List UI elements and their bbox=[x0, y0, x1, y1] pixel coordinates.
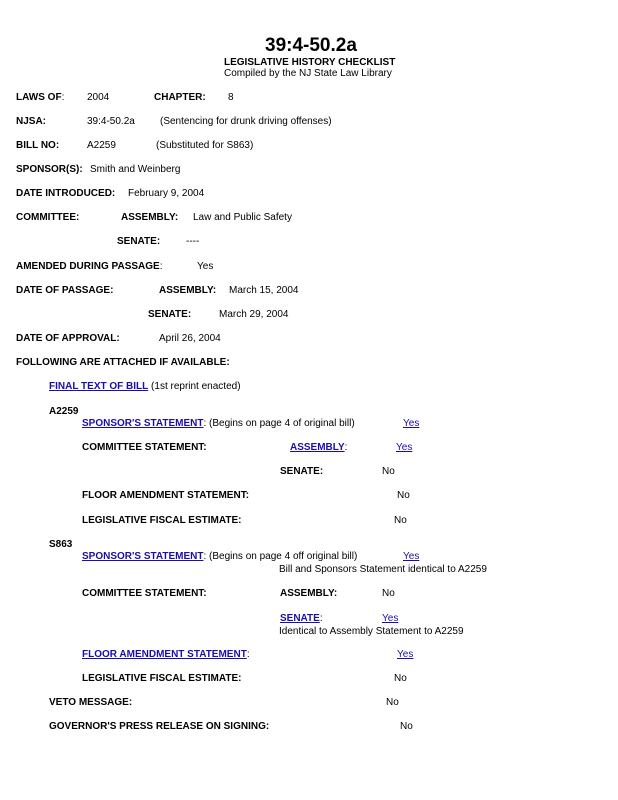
veto-label: VETO MESSAGE: bbox=[49, 697, 133, 708]
passage-senate-label: SENATE: bbox=[148, 309, 192, 320]
page-title: 39:4-50.2a bbox=[265, 35, 357, 56]
page-subtitle: LEGISLATIVE HISTORY CHECKLIST bbox=[224, 57, 396, 68]
bill-no-value: A2259 bbox=[87, 140, 116, 151]
press-release-value: No bbox=[400, 721, 413, 732]
s863-sponsor-note: : (Begins on page 4 off original bill) bbox=[203, 551, 358, 562]
a2259-committee-senate-label: SENATE: bbox=[280, 466, 324, 477]
a2259-sponsor-note: : (Begins on page 4 of original bill) bbox=[203, 418, 355, 429]
a2259-heading: A2259 bbox=[49, 406, 79, 417]
a2259-sponsor-yes-link[interactable]: Yes bbox=[403, 418, 420, 429]
s863-committee-assembly-value: No bbox=[382, 588, 395, 599]
press-release-label: GOVERNOR'S PRESS RELEASE ON SIGNING bbox=[49, 721, 266, 732]
s863-committee-senate-extra: Identical to Assembly Statement to A2259 bbox=[279, 626, 464, 637]
laws-of-value: 2004 bbox=[87, 92, 110, 103]
s863-fiscal-label: LEGISLATIVE FISCAL ESTIMATE: bbox=[82, 673, 242, 684]
s863-floor-link[interactable]: FLOOR AMENDMENT STATEMENT bbox=[82, 649, 247, 660]
s863-heading: S863 bbox=[49, 539, 73, 550]
committee-senate-label: SENATE: bbox=[117, 236, 161, 247]
passage-assembly-label: ASSEMBLY: bbox=[159, 285, 217, 296]
compiled-by: Compiled by the NJ State Law Library bbox=[224, 68, 392, 79]
chapter-label: CHAPTER: bbox=[154, 92, 206, 103]
s863-floor-yes-link[interactable]: Yes bbox=[397, 649, 414, 660]
committee-assembly-label: ASSEMBLY: bbox=[121, 212, 179, 223]
a2259-committee-assembly-colon: : bbox=[344, 442, 348, 453]
veto-value: No bbox=[386, 697, 399, 708]
s863-committee-senate-row bbox=[280, 613, 323, 625]
following-attached-heading: FOLLOWING ARE ATTACHED IF AVAILABLE: bbox=[16, 357, 230, 368]
a2259-sponsor-link[interactable]: SPONSOR'S STATEMENT bbox=[82, 418, 204, 429]
a2259-sponsor-row bbox=[82, 418, 355, 430]
amended-row bbox=[16, 261, 163, 273]
njsa-value: 39:4-50.2a bbox=[87, 116, 135, 127]
a2259-committee-assembly-yes-link[interactable]: Yes bbox=[396, 442, 413, 453]
s863-committee-assembly-label: ASSEMBLY: bbox=[280, 588, 338, 599]
final-text-link[interactable]: FINAL TEXT OF BILL bbox=[49, 381, 149, 392]
sponsors-label: SPONSOR(S): bbox=[16, 164, 83, 175]
a2259-committee-senate-value: No bbox=[382, 466, 395, 477]
a2259-committee-assembly-row bbox=[290, 442, 347, 454]
bill-no-note: (Substituted for S863) bbox=[156, 140, 254, 151]
date-introduced-value: February 9, 2004 bbox=[128, 188, 205, 199]
final-text-row bbox=[49, 381, 241, 393]
date-approval-label: DATE OF APPROVAL: bbox=[16, 333, 120, 344]
amended-value: Yes bbox=[197, 261, 214, 272]
a2259-committee-label: COMMITTEE STATEMENT: bbox=[82, 442, 207, 453]
laws-of-row bbox=[16, 92, 64, 104]
committee-senate-value: ---- bbox=[186, 236, 200, 247]
press-release-colon: : bbox=[265, 721, 270, 732]
njsa-label: NJSA: bbox=[16, 116, 47, 127]
committee-assembly-value: Law and Public Safety bbox=[193, 212, 292, 223]
s863-sponsor-link[interactable]: SPONSOR'S STATEMENT bbox=[82, 551, 204, 562]
s863-floor-row bbox=[82, 649, 250, 661]
a2259-floor-label: FLOOR AMENDMENT STATEMENT: bbox=[82, 490, 250, 501]
committee-label: COMMITTEE: bbox=[16, 212, 80, 223]
s863-fiscal-value: No bbox=[394, 673, 407, 684]
amended-label: AMENDED DURING PASSAGE bbox=[16, 261, 160, 272]
passage-assembly-value: March 15, 2004 bbox=[229, 285, 299, 296]
laws-of-label: LAWS OF bbox=[16, 92, 62, 103]
a2259-fiscal-value: No bbox=[394, 515, 407, 526]
chapter-value: 8 bbox=[228, 92, 234, 103]
s863-sponsor-yes-link[interactable]: Yes bbox=[403, 551, 420, 562]
njsa-note: (Sentencing for drunk driving offenses) bbox=[160, 116, 332, 127]
s863-sponsor-extra: Bill and Sponsors Statement identical to A2259 bbox=[279, 564, 487, 575]
s863-sponsor-row bbox=[82, 551, 357, 563]
s863-committee-label: COMMITTEE STATEMENT: bbox=[82, 588, 207, 599]
laws-of-colon: : bbox=[61, 92, 65, 103]
date-approval-value: April 26, 2004 bbox=[159, 333, 221, 344]
passage-senate-value: March 29, 2004 bbox=[219, 309, 289, 320]
s863-committee-senate-yes-link[interactable]: Yes bbox=[382, 613, 399, 624]
s863-floor-colon: : bbox=[246, 649, 250, 660]
s863-committee-senate-colon: : bbox=[319, 613, 323, 624]
date-passage-label: DATE OF PASSAGE: bbox=[16, 285, 114, 296]
a2259-floor-value: No bbox=[397, 490, 410, 501]
s863-committee-senate-link[interactable]: SENATE bbox=[280, 613, 320, 624]
final-text-note: (1st reprint enacted) bbox=[151, 381, 241, 392]
a2259-fiscal-label: LEGISLATIVE FISCAL ESTIMATE: bbox=[82, 515, 242, 526]
press-release-row bbox=[49, 721, 269, 733]
amended-colon: : bbox=[159, 261, 163, 272]
date-introduced-label: DATE INTRODUCED: bbox=[16, 188, 116, 199]
bill-no-label: BILL NO: bbox=[16, 140, 60, 151]
a2259-committee-assembly-link[interactable]: ASSEMBLY bbox=[290, 442, 345, 453]
sponsors-value: Smith and Weinberg bbox=[90, 164, 181, 175]
